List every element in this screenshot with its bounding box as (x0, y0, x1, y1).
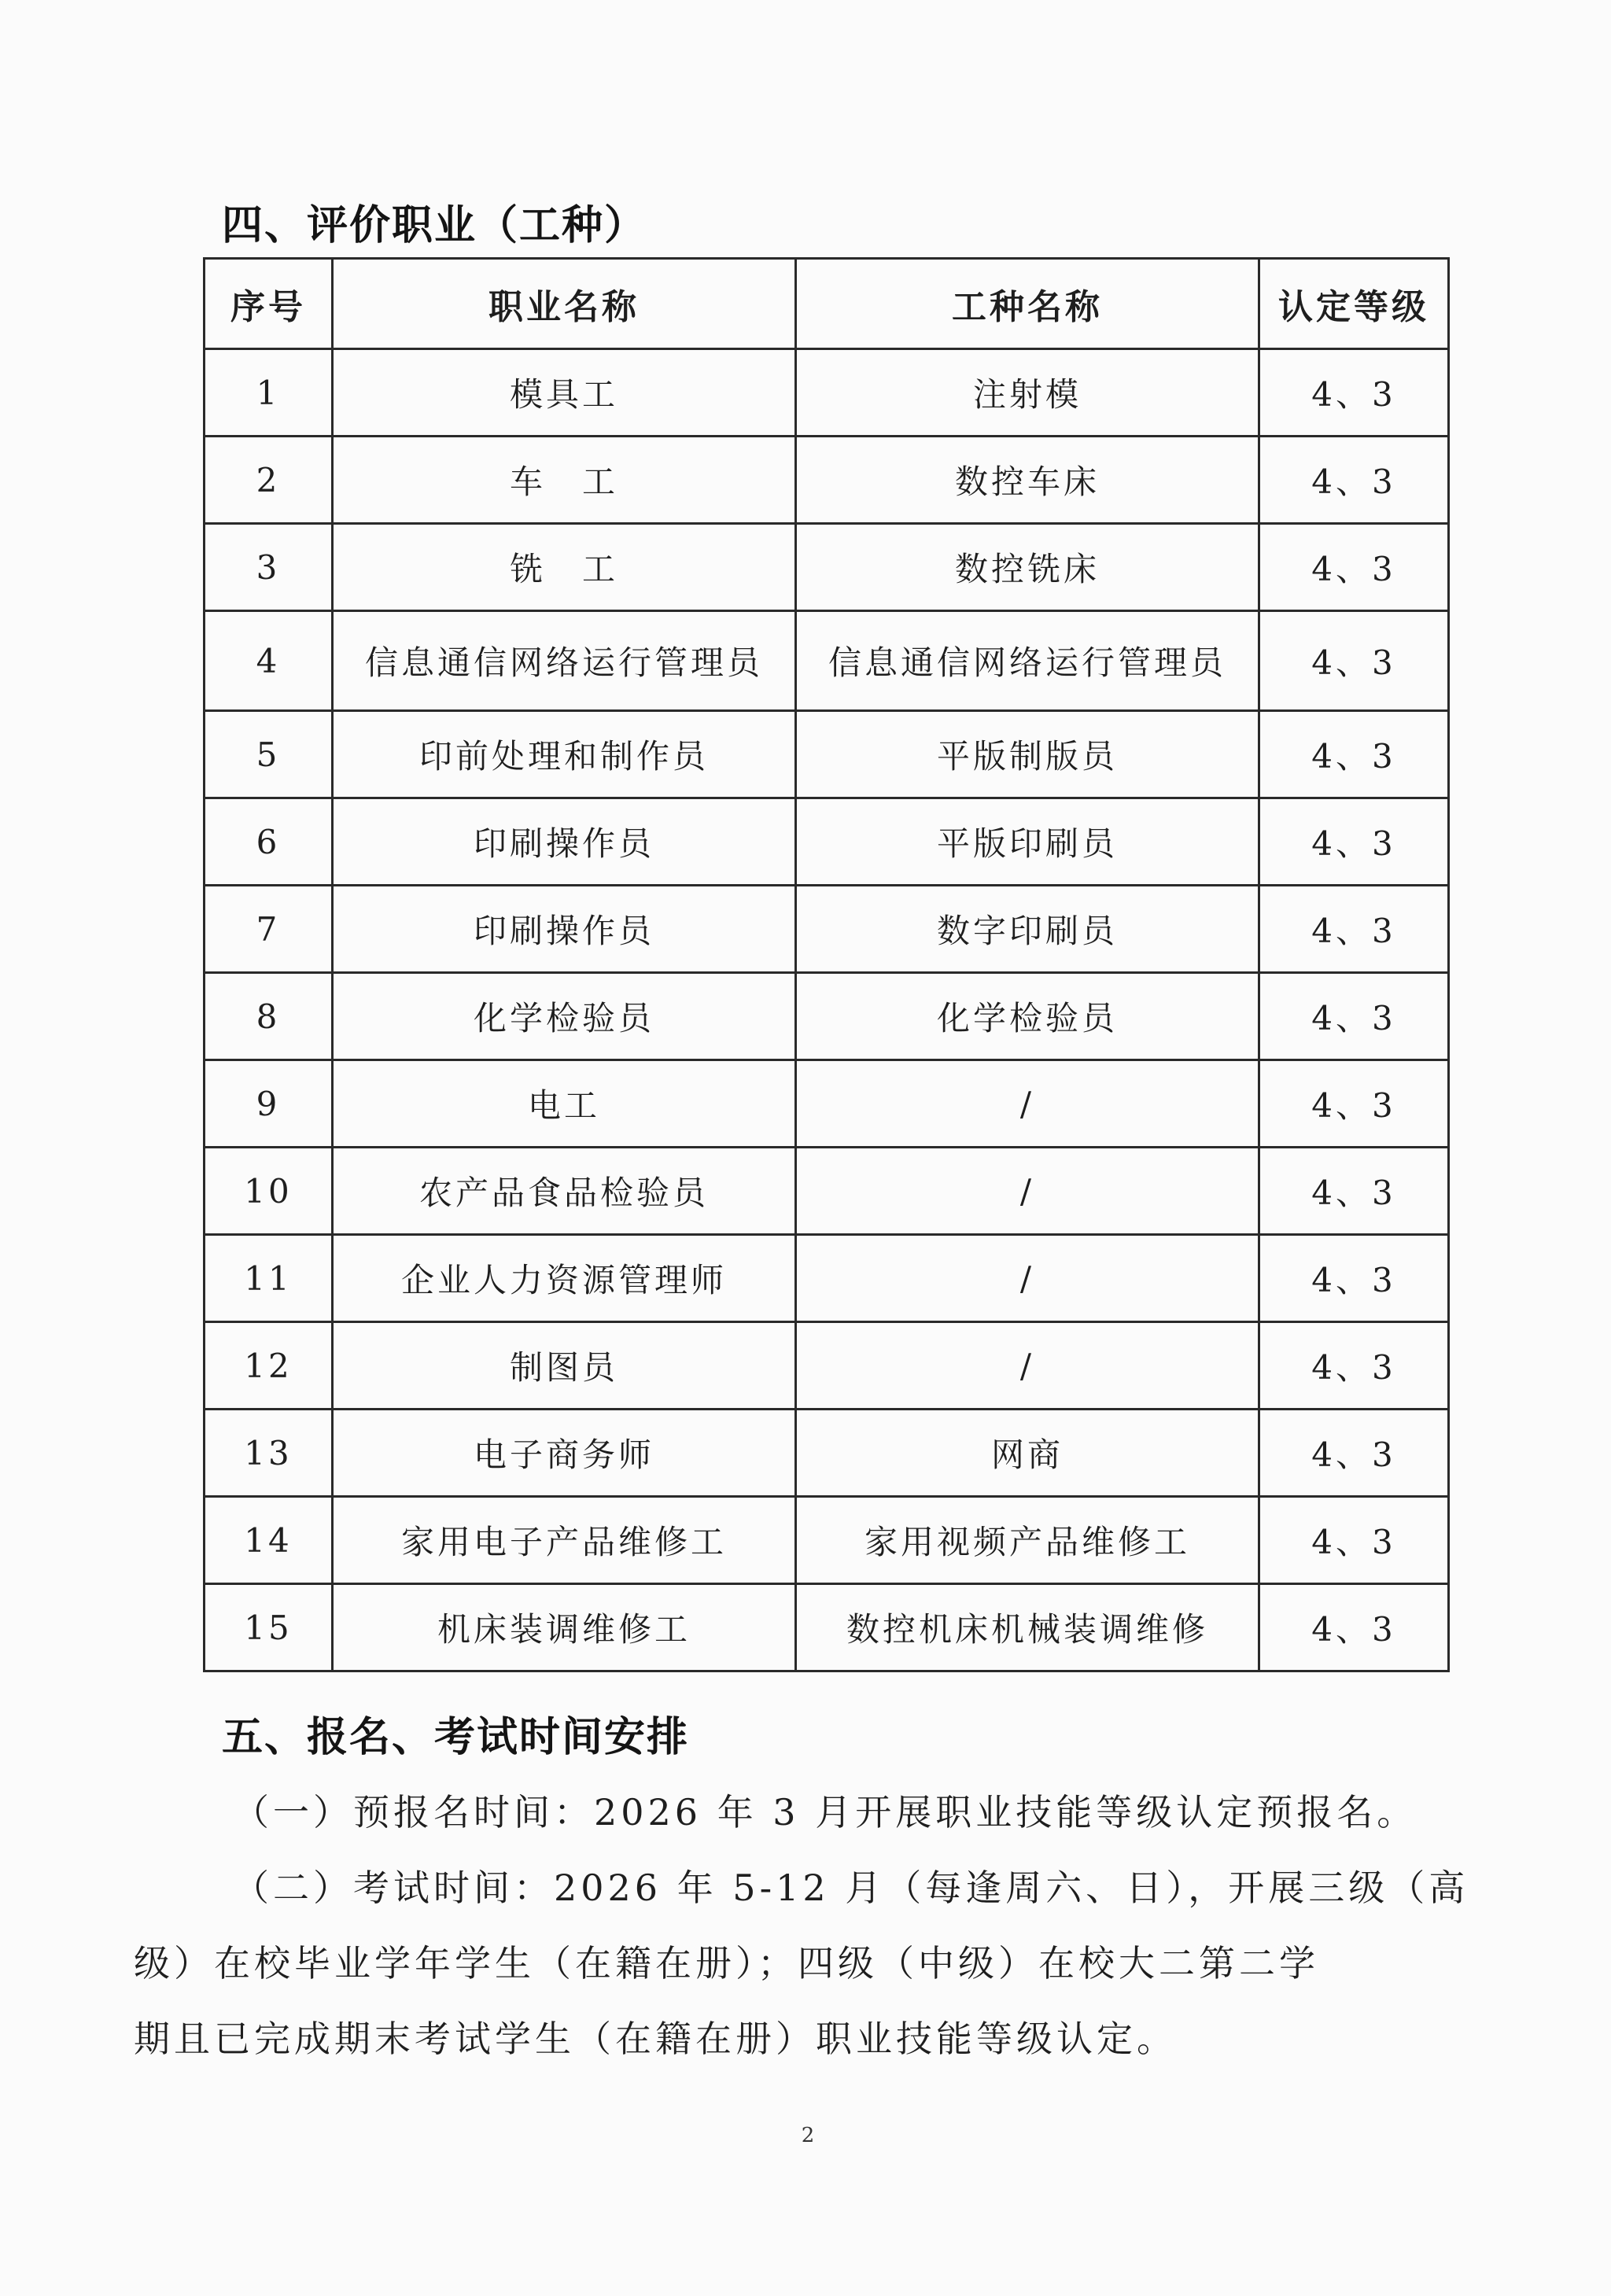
header-occupation-name: 职业名称 (333, 259, 796, 349)
cell-level: 4、3 (1259, 437, 1449, 524)
cell-level: 4、3 (1259, 1497, 1449, 1584)
cell-job-type: 网商 (796, 1410, 1259, 1497)
paragraph-exam-time-line-3: 期且已完成期末考试学生（在籍在册）职业技能等级认定。 (134, 2018, 1177, 2060)
table-row (205, 1148, 1449, 1235)
cell-serial-number: 9 (205, 1060, 333, 1148)
cell-serial-number: 1 (205, 349, 333, 437)
cell-serial-number: 3 (205, 524, 333, 611)
cell-level: 4、3 (1259, 973, 1449, 1060)
cell-occupation: 企业人力资源管理师 (333, 1235, 796, 1322)
paragraph-exam-time-line-2: 级）在校毕业学年学生（在籍在册）；四级（中级）在校大二第二学 (134, 1942, 1319, 1985)
cell-occupation: 化学检验员 (333, 973, 796, 1060)
cell-occupation: 铣 工 (333, 524, 796, 611)
cell-level: 4、3 (1259, 1060, 1449, 1148)
cell-level: 4、3 (1259, 1322, 1449, 1410)
cell-occupation: 电工 (333, 1060, 796, 1148)
header-certification-level: 认定等级 (1259, 259, 1449, 349)
header-job-type-name: 工种名称 (796, 259, 1259, 349)
cell-job-type: 平版制版员 (796, 711, 1259, 798)
cell-level: 4、3 (1259, 1235, 1449, 1322)
table-row (205, 973, 1449, 1060)
header-serial-number: 序号 (205, 259, 333, 349)
cell-occupation: 印前处理和制作员 (333, 711, 796, 798)
cell-job-type: 化学检验员 (796, 973, 1259, 1060)
cell-occupation: 模具工 (333, 349, 796, 437)
table-row (205, 1060, 1449, 1148)
cell-job-type: 数控机床机械装调维修 (796, 1584, 1259, 1671)
cell-level: 4、3 (1259, 524, 1449, 611)
cell-serial-number: 14 (205, 1497, 333, 1584)
section-4-heading: 四、评价职业（工种） (222, 202, 647, 249)
cell-serial-number: 6 (205, 798, 333, 886)
cell-level: 4、3 (1259, 798, 1449, 886)
cell-serial-number: 7 (205, 886, 333, 973)
paragraph-exam-time-line-1: （二）考试时间：2026 年 5-12 月（每逢周六、日），开展三级（高 (233, 1867, 1469, 1909)
cell-job-type: 信息通信网络运行管理员 (796, 611, 1259, 711)
table-row (205, 798, 1449, 886)
cell-level: 4、3 (1259, 1410, 1449, 1497)
cell-occupation: 印刷操作员 (333, 886, 796, 973)
cell-occupation: 制图员 (333, 1322, 796, 1410)
page-number: 2 (801, 2124, 815, 2147)
cell-level: 4、3 (1259, 611, 1449, 711)
table-row (205, 1584, 1449, 1671)
cell-serial-number: 10 (205, 1148, 333, 1235)
table-row (205, 611, 1449, 711)
cell-level: 4、3 (1259, 1148, 1449, 1235)
cell-level: 4、3 (1259, 886, 1449, 973)
cell-level: 4、3 (1259, 349, 1449, 437)
cell-occupation: 电子商务师 (333, 1410, 796, 1497)
cell-serial-number: 12 (205, 1322, 333, 1410)
cell-serial-number: 15 (205, 1584, 333, 1671)
cell-level: 4、3 (1259, 711, 1449, 798)
table-row (205, 437, 1449, 524)
cell-job-type: 平版印刷员 (796, 798, 1259, 886)
table-row (205, 1322, 1449, 1410)
cell-job-type: 家用视频产品维修工 (796, 1497, 1259, 1584)
cell-job-type: 数控车床 (796, 437, 1259, 524)
paragraph-pre-registration: （一）预报名时间：2026 年 3 月开展职业技能等级认定预报名。 (233, 1791, 1417, 1833)
cell-serial-number: 11 (205, 1235, 333, 1322)
table-row (205, 711, 1449, 798)
table-row (205, 524, 1449, 611)
cell-serial-number: 2 (205, 437, 333, 524)
table-row (205, 1497, 1449, 1584)
table-row (205, 1235, 1449, 1322)
cell-job-type: 数字印刷员 (796, 886, 1259, 973)
table-row (205, 886, 1449, 973)
table-row (205, 1410, 1449, 1497)
occupation-table (203, 257, 1450, 1672)
cell-serial-number: 4 (205, 611, 333, 711)
table-header-row (205, 259, 1449, 349)
cell-job-type: 注射模 (796, 349, 1259, 437)
section-5-heading: 五、报名、考试时间安排 (222, 1714, 690, 1761)
cell-job-type: 数控铣床 (796, 524, 1259, 611)
cell-occupation: 车 工 (333, 437, 796, 524)
cell-occupation: 家用电子产品维修工 (333, 1497, 796, 1584)
cell-job-type: / (796, 1322, 1259, 1410)
cell-job-type: / (796, 1148, 1259, 1235)
cell-occupation: 印刷操作员 (333, 798, 796, 886)
cell-level: 4、3 (1259, 1584, 1449, 1671)
cell-occupation: 农产品食品检验员 (333, 1148, 796, 1235)
cell-job-type: / (796, 1235, 1259, 1322)
cell-job-type: / (796, 1060, 1259, 1148)
cell-occupation: 信息通信网络运行管理员 (333, 611, 796, 711)
cell-serial-number: 8 (205, 973, 333, 1060)
cell-serial-number: 5 (205, 711, 333, 798)
table-row (205, 349, 1449, 437)
cell-serial-number: 13 (205, 1410, 333, 1497)
cell-occupation: 机床装调维修工 (333, 1584, 796, 1671)
